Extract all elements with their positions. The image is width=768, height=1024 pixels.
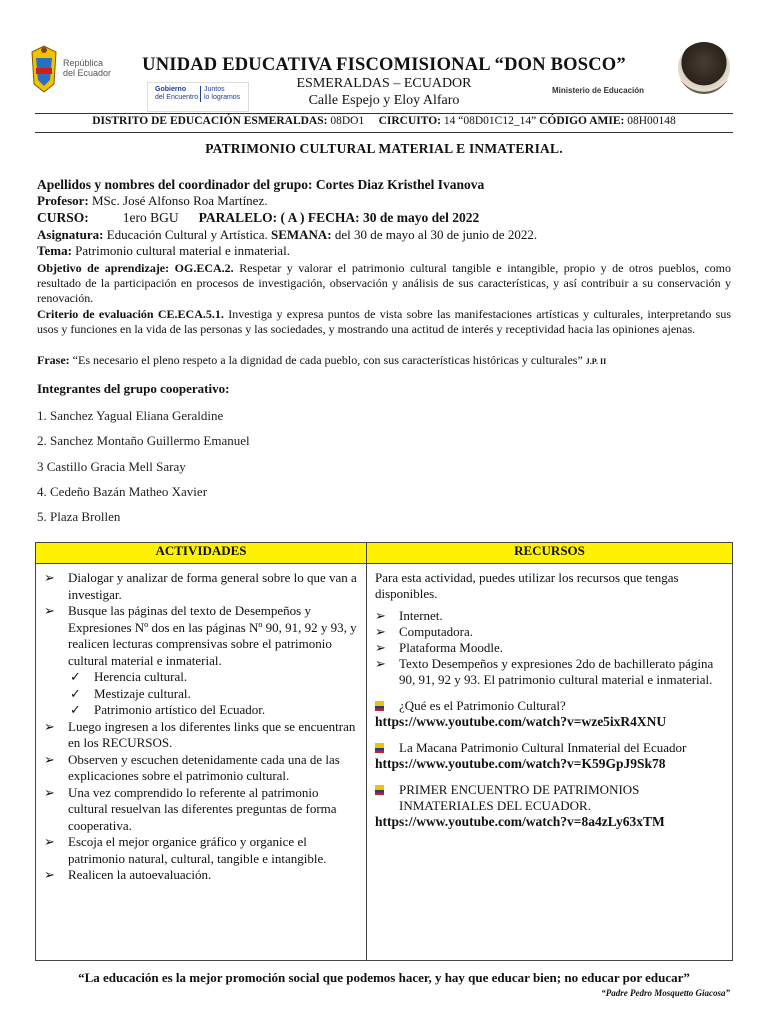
crest-caption: República del Ecuador [63,58,112,78]
objective-paragraph: Objetivo de aprendizaje: OG.ECA.2. Respetar y valorar el patrimonio cultural tangible e intangible, propio y de otros pueblos, como resultado de la participación en procesos de investigación, observación y análisis de sus características, y así contribuir a su conservación y renovación. [37,261,732,305]
activities-header: ACTIVIDADES [36,543,367,564]
video-link[interactable]: https://www.youtube.com/watch?v=8a4zLy63xTM [375,814,665,829]
footer-signature: “Padre Pedro Mosquetto Giacosa” [601,988,730,998]
arrow-bullet-icon: ➢ [44,784,55,800]
video-link[interactable]: https://www.youtube.com/watch?v=K59GpJ9Sk78 [375,756,666,771]
course-line: CURSO: 1ero BGU PARALELO: ( A ) FECHA: 30 de mayo del 2022 [37,210,480,225]
school-name: UNIDAD EDUCATIVA FISCOMISIONAL “DON BOSCO” [142,55,626,75]
document-title: PATRIMONIO CULTURAL MATERIAL E INMATERIAL. [205,141,563,156]
ecuador-flag-bullet-icon [375,701,384,711]
member-item: 2. Sanchez Montaño Guillermo Emanuel [37,433,250,448]
video-link[interactable]: https://www.youtube.com/watch?v=wze5ixR4XNU [375,714,667,729]
activity-item [44,867,358,884]
arrow-bullet-icon: ➢ [44,867,55,882]
member-item: 5. Plaza Brollen [37,509,121,524]
resource-text: Internet. [399,608,443,623]
video-entry [375,782,724,830]
members-heading: Integrantes del grupo cooperativo: [37,381,230,396]
ecuador-flag-bullet-icon [375,743,384,753]
activity-text: Herencia cultural. [94,669,188,684]
activity-text: Luego ingresen a los diferentes links que se encuentran en los RECURSOS. [68,718,356,750]
activity-text: Escoja el mejor organice gráfico y organice el patrimonio natural, cultural, tangible e intangible. [68,834,327,866]
activity-text: Busque las páginas del texto de Desempeños y Expresiones Nº dos en las páginas Nº 90, 91, 92 y 93, y realicen lecturas comprensivas sobre el patrimonio cultural material e inmaterial. [68,603,357,668]
member-item: 1. Sanchez Yagual Eliana Geraldine [37,408,224,423]
footer-quote: “La educación es la mejor promoción social que podemos hacer, y hay que educar bien; no educar por educar” [78,970,690,985]
arrow-bullet-icon: ➢ [44,718,55,734]
resources-cell [367,564,733,961]
resource-item [375,608,724,624]
resource-text: Texto Desempeños y expresiones 2do de bachillerato página 90, 91, 92 y 93. El patrimonio cultural material e inmaterial. [399,656,714,687]
resource-text: Computadora. [399,624,474,639]
arrow-bullet-icon: ➢ [44,603,55,618]
checkmark-icon: ✓ [70,669,81,684]
arrow-bullet-icon: ➢ [44,834,55,849]
activity-item [44,719,358,752]
resources-list [375,608,724,688]
arrow-bullet-icon: ➢ [44,751,55,767]
resources-header: RECURSOS [367,543,733,564]
subject-line: Asignatura: Educación Cultural y Artística. SEMANA: del 30 de mayo al 30 de junio de 2022. [37,227,538,242]
ministry-label: Ministerio de Educación [552,86,645,95]
criterion-paragraph: Criterio de evaluación CE.ECA.5.1. Investiga y expresa puntos de vista sobre las manifestaciones artísticas y culturales, interpretando sus usos y funciones en la vida de las personas y las sociedades, y mostrando una actitud de interés y receptividad hacia las opiniones ajenas. [37,307,732,336]
resources-intro: Para esta actividad, puedes utilizar los recursos que tengas disponibles. [375,570,679,601]
member-item: 4. Cedeño Bazán Matheo Xavier [37,484,208,499]
activities-cell [36,564,367,961]
resource-item [375,656,724,688]
activity-item [44,785,358,835]
activity-item [44,570,358,603]
activity-text: Una vez comprendido lo referente al patrimonio cultural resuelvan las diferentes preguntas de forma cooperativa. [68,784,337,833]
activity-subitem [44,669,358,686]
activity-item [44,603,358,669]
arrow-bullet-icon: ➢ [375,656,386,671]
activity-item [44,752,358,785]
arrow-bullet-icon: ➢ [44,570,55,585]
phrase-line: Frase: “Es necesario el pleno respeto a la dignidad de cada pueblo, con sus características históricas y culturales” J.P. II [37,353,607,367]
resource-item [375,640,724,656]
coordinator-line: Apellidos y nombres del coordinador del grupo: Cortes Diaz Kristhel Ivanova [37,177,485,192]
video-title: ¿Qué es el Patrimonio Cultural? [399,698,566,713]
arrow-bullet-icon: ➢ [375,640,386,655]
gobierno-logo-text: Gobierno del Encuentro [155,86,199,101]
ecuador-flag-bullet-icon [375,785,384,795]
video-title: La Macana Patrimonio Cultural Inmaterial del Ecuador [399,740,687,755]
topic-line: Tema: Patrimonio cultural material e inmaterial. [37,243,290,258]
video-list [375,698,724,830]
activity-text: Observen y escuchen detenidamente cada una de las explicaciones sobre el patrimonio cultural. [68,751,340,783]
activity-subitem [44,686,358,703]
district-info: DISTRITO DE EDUCACIÓN ESMERALDAS: 08DO1 CIRCUITO: 14 “08D01C12_14” CÓDIGO AMIE: 08H00148 [92,115,676,127]
activity-text: Mestizaje cultural. [94,685,191,701]
resource-item [375,624,724,640]
teacher-line: Profesor: MSc. José Alfonso Roa Martínez. [37,193,268,208]
activity-text: Dialogar y analizar de forma general sobre lo que van a investigar. [68,570,357,602]
activity-text: Patrimonio artístico del Ecuador. [94,702,266,717]
resource-text: Plataforma Moodle. [399,640,503,655]
activity-item [44,834,358,867]
checkmark-icon: ✓ [70,685,81,701]
video-title: PRIMER ENCUENTRO DE PATRIMONIOS INMATERIALES DEL ECUADOR. [399,782,640,813]
member-item: 3 Castillo Gracia Mell Saray [37,459,186,474]
checkmark-icon: ✓ [70,702,81,717]
gobierno-slogan: Juntos lo logramos [200,86,240,102]
arrow-bullet-icon: ➢ [375,608,386,623]
activities-table [35,542,733,961]
video-entry [375,740,724,772]
school-location: ESMERALDAS – ECUADOR [296,76,472,91]
activity-subitem [44,702,358,719]
arrow-bullet-icon: ➢ [375,624,386,639]
video-entry [375,698,724,730]
activities-list [44,570,358,884]
school-address: Calle Espejo y Eloy Alfaro [308,93,460,108]
activity-text: Realicen la autoevaluación. [68,867,212,882]
